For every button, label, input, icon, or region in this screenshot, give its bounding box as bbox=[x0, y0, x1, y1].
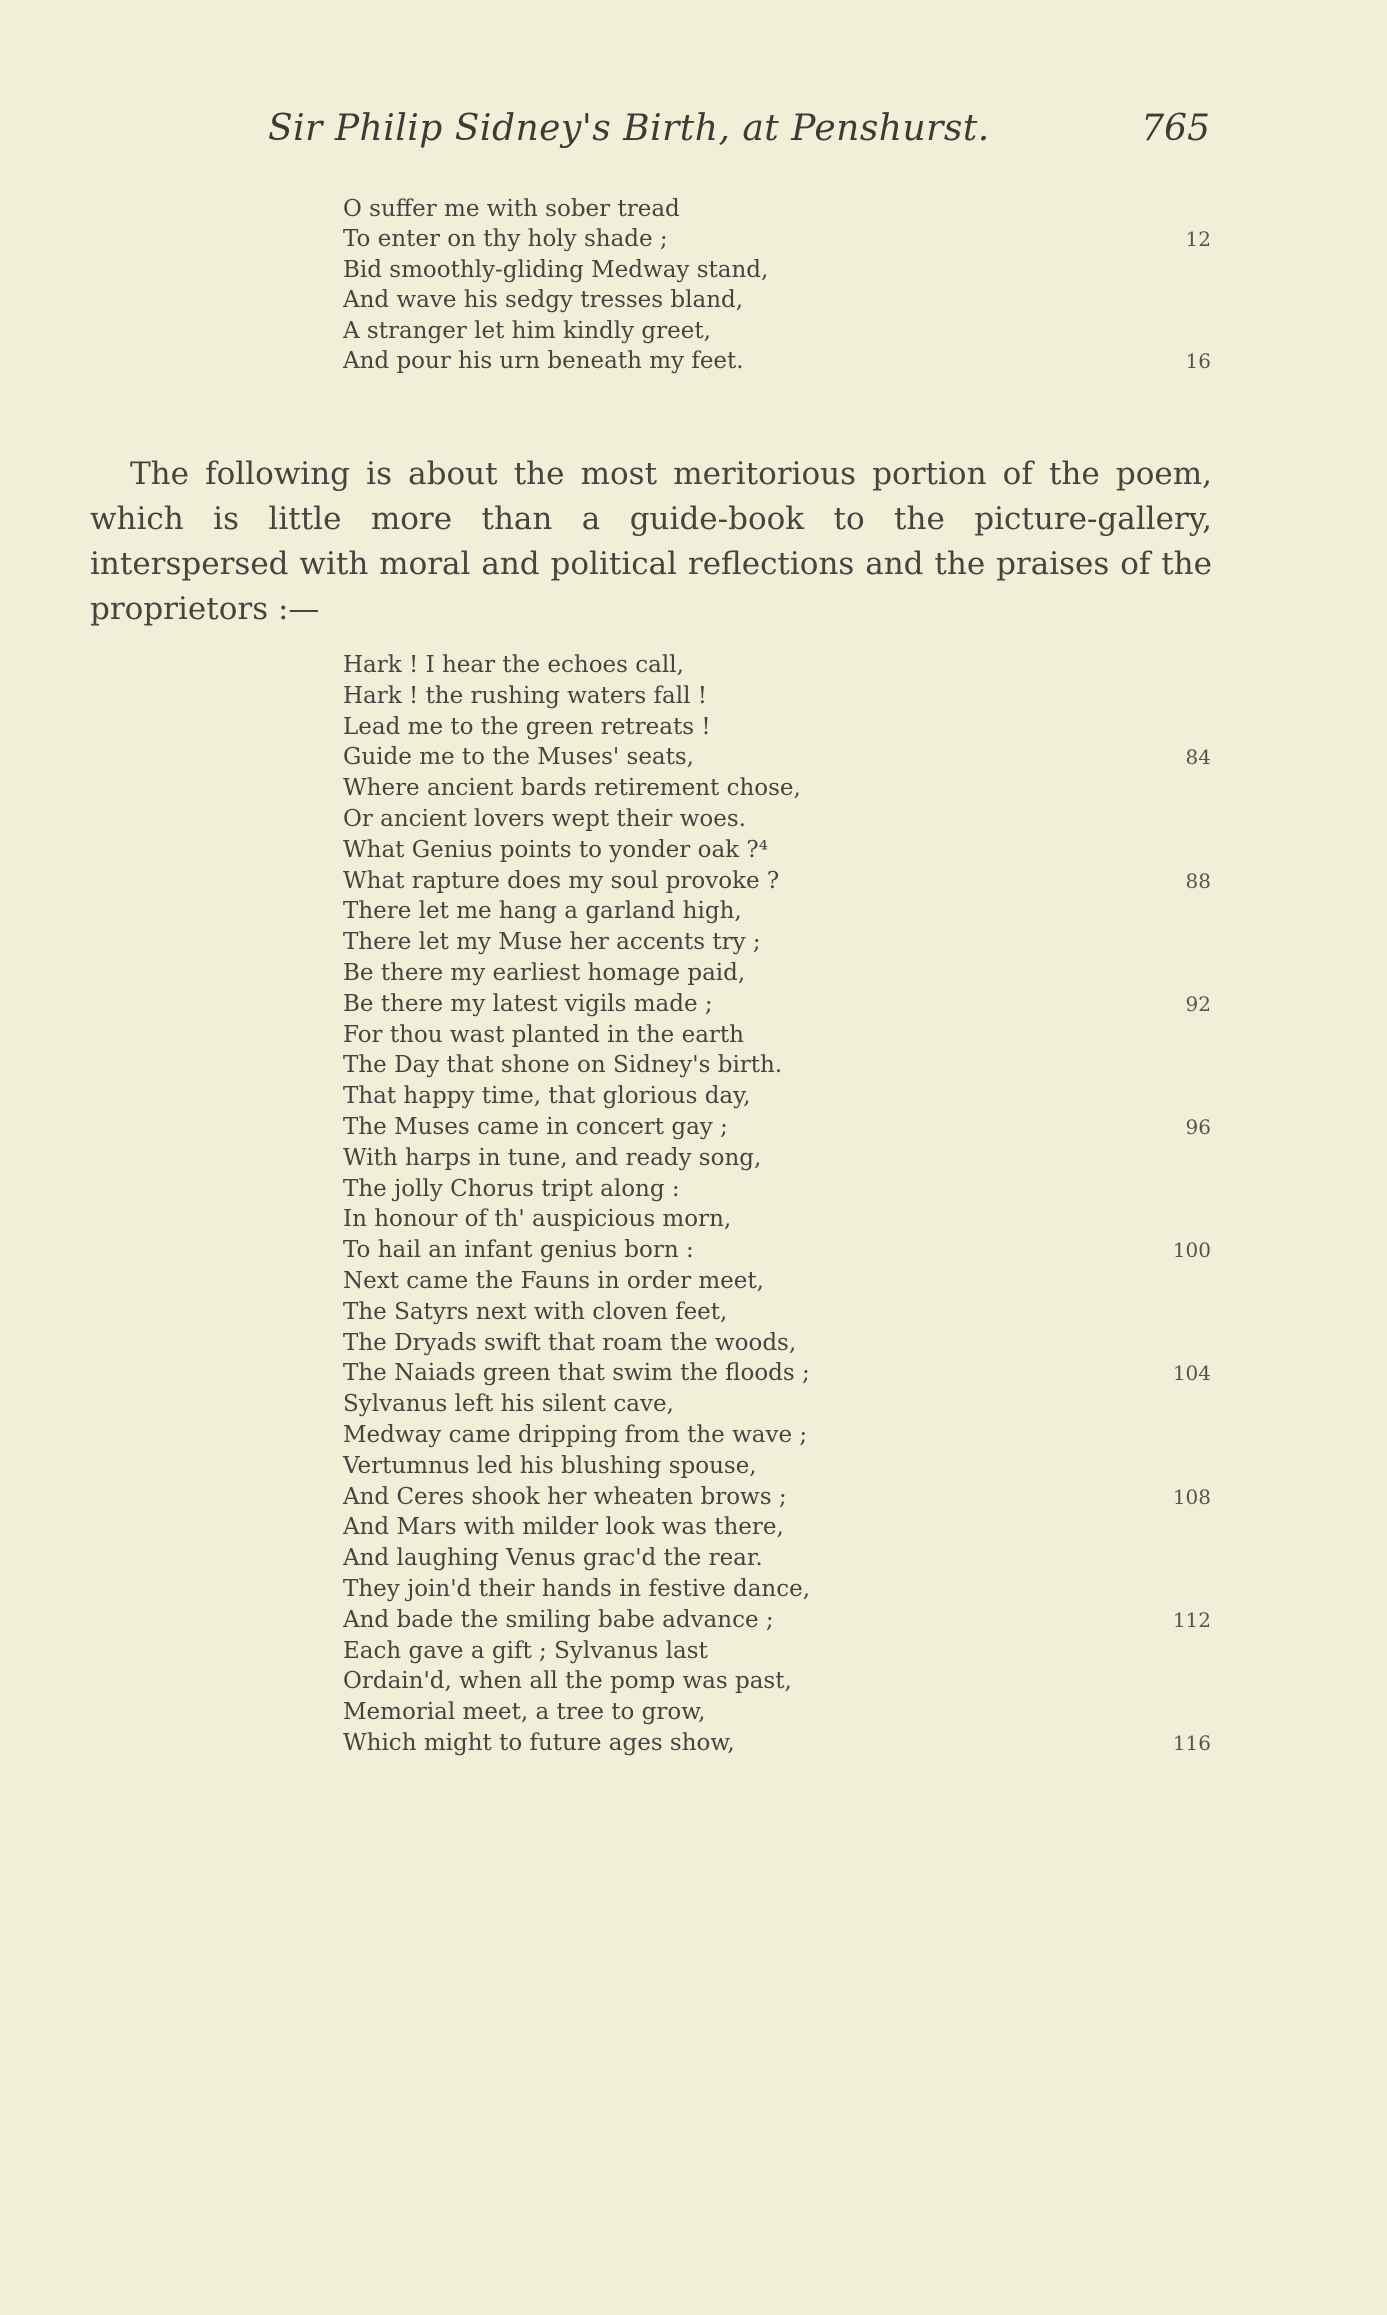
poem-line-text: Bid smoothly-gliding Medway stand, bbox=[343, 256, 769, 283]
poem-line-text: The jolly Chorus tript along : bbox=[343, 1175, 680, 1202]
line-number: 96 bbox=[1185, 1114, 1211, 1139]
poem-line bbox=[343, 773, 1211, 804]
poem-line-text: And bade the smiling babe advance ; bbox=[343, 1606, 774, 1633]
poem-line bbox=[343, 1482, 1211, 1513]
poem-line-text: Or ancient lovers wept their woes. bbox=[343, 805, 746, 832]
poem-line-text: And Mars with milder look was there, bbox=[343, 1514, 784, 1541]
poem-line bbox=[343, 346, 1211, 376]
line-number: 92 bbox=[1185, 991, 1211, 1016]
poem-line bbox=[343, 1605, 1211, 1636]
poem-line bbox=[343, 1204, 1211, 1235]
poem-line bbox=[343, 742, 1211, 773]
poem-line bbox=[343, 1266, 1211, 1297]
poem-line bbox=[343, 927, 1211, 958]
poem-line-text: O suffer me with sober tread bbox=[343, 196, 680, 222]
poem-line bbox=[343, 866, 1211, 897]
poem-line-text: The Day that shone on Sidney's birth. bbox=[343, 1052, 783, 1079]
poem-line-text: The Satyrs next with cloven feet, bbox=[343, 1298, 728, 1325]
poem-line-text: Be there my latest vigils made ; bbox=[343, 990, 713, 1017]
poem-line-text: Guide me to the Muses' seats, bbox=[343, 744, 694, 771]
poem-line-text: Ordain'd, when all the pomp was past, bbox=[343, 1668, 792, 1695]
poem-stanza-2 bbox=[343, 650, 1211, 1759]
poem-line-text: Each gave a gift ; Sylvanus last bbox=[343, 1637, 708, 1664]
poem-line bbox=[343, 804, 1211, 835]
poem-line-text: To enter on thy holy shade ; bbox=[343, 226, 668, 253]
page-number: 765 bbox=[1141, 108, 1210, 149]
poem-line bbox=[343, 1112, 1211, 1143]
poem-line bbox=[343, 1020, 1211, 1051]
poem-line bbox=[343, 650, 1211, 681]
poem-line bbox=[343, 1728, 1211, 1759]
poem-line-text: Medway came dripping from the wave ; bbox=[343, 1421, 808, 1448]
poem-line bbox=[343, 1081, 1211, 1112]
poem-line-text: The Naiads green that swim the floods ; bbox=[343, 1360, 810, 1387]
poem-line-text: Which might to future ages show, bbox=[343, 1729, 735, 1756]
poem-line-text: What rapture does my soul provoke ? bbox=[343, 867, 780, 894]
poem-line bbox=[343, 896, 1211, 927]
poem-line-text: For thou wast planted in the earth bbox=[343, 1021, 744, 1048]
poem-line-text: And wave his sedgy tresses bland, bbox=[343, 287, 744, 314]
line-number: 116 bbox=[1172, 1730, 1211, 1755]
poem-line-text: Hark ! the rushing waters fall ! bbox=[343, 682, 708, 709]
poem-line-text: The Dryads swift that roam the woods, bbox=[343, 1329, 797, 1356]
line-number: 88 bbox=[1185, 868, 1211, 893]
poem-line-text: There let me hang a garland high, bbox=[343, 898, 742, 925]
poem-line-text: They join'd their hands in festive dance, bbox=[343, 1575, 811, 1602]
poem-line bbox=[343, 835, 1211, 866]
poem-line-text: And pour his urn beneath my feet. bbox=[343, 347, 744, 374]
line-number: 100 bbox=[1172, 1238, 1211, 1263]
poem-stanza-1 bbox=[343, 194, 1211, 376]
poem-line bbox=[343, 1358, 1211, 1389]
poem-line bbox=[343, 1512, 1211, 1543]
poem-line bbox=[343, 1143, 1211, 1174]
poem-line-text: Memorial meet, a tree to grow, bbox=[343, 1699, 706, 1726]
poem-line bbox=[343, 1543, 1211, 1574]
poem-line bbox=[343, 958, 1211, 989]
poem-line bbox=[343, 1328, 1211, 1359]
poem-line bbox=[343, 255, 1211, 285]
poem-line-text: Sylvanus left his silent cave, bbox=[343, 1391, 674, 1418]
poem-line bbox=[343, 1297, 1211, 1328]
poem-line bbox=[343, 194, 1211, 224]
poem-line-text: Lead me to the green retreats ! bbox=[343, 713, 711, 740]
poem-line-text: To hail an infant genius born : bbox=[343, 1237, 694, 1264]
poem-line-text: In honour of th' auspicious morn, bbox=[343, 1206, 732, 1233]
poem-line-text: A stranger let him kindly greet, bbox=[343, 317, 711, 344]
line-number: 16 bbox=[1185, 348, 1211, 373]
poem-line-text: That happy time, that glorious day, bbox=[343, 1083, 751, 1110]
line-number: 108 bbox=[1172, 1484, 1211, 1509]
poem-line-text: The Muses came in concert gay ; bbox=[343, 1113, 728, 1140]
poem-line bbox=[343, 1420, 1211, 1451]
poem-line-text: What Genius points to yonder oak ?⁴ bbox=[343, 836, 768, 863]
poem-line bbox=[343, 1666, 1211, 1697]
poem-line-text: Be there my earliest homage paid, bbox=[343, 959, 746, 986]
poem-line bbox=[343, 1697, 1211, 1728]
line-number: 12 bbox=[1185, 227, 1211, 252]
poem-line-text: There let my Muse her accents try ; bbox=[343, 929, 761, 956]
poem-line bbox=[343, 1389, 1211, 1420]
prose-paragraph bbox=[90, 452, 1212, 632]
poem-line bbox=[343, 712, 1211, 743]
poem-line bbox=[343, 316, 1211, 346]
poem-line bbox=[343, 1451, 1211, 1482]
running-header bbox=[268, 108, 1210, 158]
poem-line-text: Vertumnus led his blushing spouse, bbox=[343, 1452, 757, 1479]
poem-line bbox=[343, 989, 1211, 1020]
poem-line bbox=[343, 1050, 1211, 1081]
line-number: 112 bbox=[1172, 1607, 1211, 1632]
poem-line-text: With harps in tune, and ready song, bbox=[343, 1144, 762, 1171]
page-title: Sir Philip Sidney's Birth, at Penshurst. bbox=[268, 108, 990, 149]
line-number: 84 bbox=[1185, 745, 1211, 770]
poem-line-text: And laughing Venus grac'd the rear. bbox=[343, 1545, 763, 1572]
poem-line bbox=[343, 1174, 1211, 1205]
poem-line bbox=[343, 1636, 1211, 1667]
paragraph-text: The following is about the most meritorious portion of the poem, which is little more than a guide-book to the picture-gallery, interspersed with moral and political reflections and the praises of the proprietors :— bbox=[90, 456, 1212, 627]
poem-line bbox=[343, 681, 1211, 712]
poem-line-text: Next came the Fauns in order meet, bbox=[343, 1267, 764, 1294]
poem-line-text: Hark ! I hear the echoes call, bbox=[343, 652, 684, 678]
poem-line-text: And Ceres shook her wheaten brows ; bbox=[343, 1483, 787, 1510]
poem-line bbox=[343, 1235, 1211, 1266]
poem-line-text: Where ancient bards retirement chose, bbox=[343, 775, 801, 802]
poem-line bbox=[343, 224, 1211, 254]
poem-line bbox=[343, 1574, 1211, 1605]
line-number: 104 bbox=[1172, 1361, 1211, 1386]
poem-line bbox=[343, 285, 1211, 315]
